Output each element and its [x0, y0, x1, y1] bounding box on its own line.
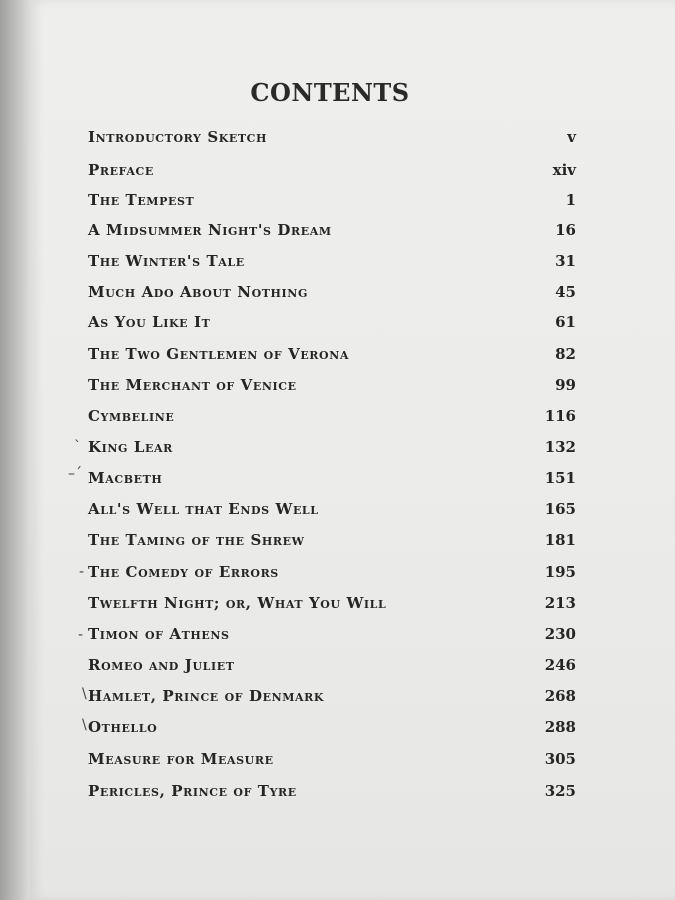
toc-entry — [88, 128, 576, 152]
toc-entry-title: Macbeth — [88, 469, 163, 487]
pencil-tick-mark: - — [79, 564, 85, 580]
toc-entry-title: Much Ado About Nothing — [88, 283, 308, 301]
toc-entry-page: 195 — [544, 563, 576, 581]
toc-entry-title: The Tempest — [88, 191, 195, 209]
toc-entry — [88, 718, 576, 742]
toc-entry-title: The Two Gentlemen of Verona — [88, 345, 350, 363]
toc-entry — [88, 221, 576, 245]
toc-entry — [88, 438, 576, 462]
toc-entry-title: Othello — [88, 718, 158, 736]
toc-entry-page: 1 — [565, 191, 576, 209]
toc-entry-page: 230 — [544, 625, 576, 643]
toc-entry-title: As You Like It — [88, 313, 211, 331]
toc-entry-page: 82 — [555, 345, 576, 363]
toc-entry-title: The Taming of the Shrew — [88, 531, 305, 549]
toc-entry-page: 31 — [555, 252, 576, 270]
toc-entry — [88, 687, 576, 711]
toc-entry-page: 268 — [544, 687, 576, 705]
toc-entry — [88, 594, 576, 618]
pencil-tick-mark: \ — [82, 717, 87, 733]
pencil-tick-mark: –ˊ — [68, 466, 82, 482]
toc-entry-title: Preface — [88, 161, 154, 179]
toc-entry — [88, 750, 576, 774]
toc-entry-page: xiv — [552, 161, 576, 179]
toc-entry — [88, 500, 576, 524]
toc-entry-title: Timon of Athens — [88, 625, 230, 643]
toc-entry-page: 325 — [544, 782, 576, 800]
toc-entry — [88, 345, 576, 369]
toc-entry-page: 305 — [544, 750, 576, 768]
toc-entry-title: A Midsummer Night's Dream — [88, 221, 332, 239]
toc-entry-title: Cymbeline — [88, 407, 175, 425]
toc-entry-title: All's Well that Ends Well — [88, 500, 319, 518]
toc-entry — [88, 313, 576, 337]
toc-entry-title: Twelfth Night; or, What You Will — [88, 594, 387, 612]
toc-entry-page: 165 — [544, 500, 576, 518]
page-title: CONTENTS — [250, 78, 410, 107]
toc-entry — [88, 563, 576, 587]
toc-entry-page: 99 — [555, 376, 576, 394]
toc-entry-page: 61 — [555, 313, 576, 331]
toc-entry — [88, 625, 576, 649]
toc-entry-page: v — [567, 128, 576, 146]
toc-entry-page: 246 — [544, 656, 576, 674]
toc-entry — [88, 376, 576, 400]
toc-entry-page: 45 — [555, 283, 576, 301]
toc-entry-title: Introductory Sketch — [88, 128, 268, 146]
toc-entry-page: 151 — [544, 469, 576, 487]
toc-entry — [88, 161, 576, 185]
toc-entry-title: King Lear — [88, 438, 173, 456]
toc-entry-page: 288 — [544, 718, 576, 736]
toc-entry-title: Measure for Measure — [88, 750, 274, 768]
toc-entry-page: 213 — [544, 594, 576, 612]
toc-entry — [88, 782, 576, 806]
toc-entry-title: Romeo and Juliet — [88, 656, 235, 674]
toc-entry-title: The Comedy of Errors — [88, 563, 279, 581]
toc-entry-title: The Merchant of Venice — [88, 376, 297, 394]
toc-entry — [88, 531, 576, 555]
toc-entry — [88, 283, 576, 307]
toc-entry-title: Hamlet, Prince of Denmark — [88, 687, 325, 705]
pencil-tick-mark: - — [78, 627, 84, 643]
toc-entry-title: Pericles, Prince of Tyre — [88, 782, 297, 800]
toc-entry — [88, 407, 576, 431]
toc-entry — [88, 656, 576, 680]
toc-entry-page: 116 — [544, 407, 576, 425]
book-spine-shadow — [0, 0, 30, 900]
toc-entry — [88, 469, 576, 493]
toc-entry-page: 181 — [544, 531, 576, 549]
pencil-tick-mark: ˋ — [74, 439, 81, 455]
pencil-tick-mark: \ — [82, 686, 87, 702]
toc-entry — [88, 252, 576, 276]
toc-entry-page: 132 — [544, 438, 576, 456]
toc-entry — [88, 191, 576, 215]
toc-entry-title: The Winter's Tale — [88, 252, 245, 270]
toc-entry-page: 16 — [555, 221, 576, 239]
